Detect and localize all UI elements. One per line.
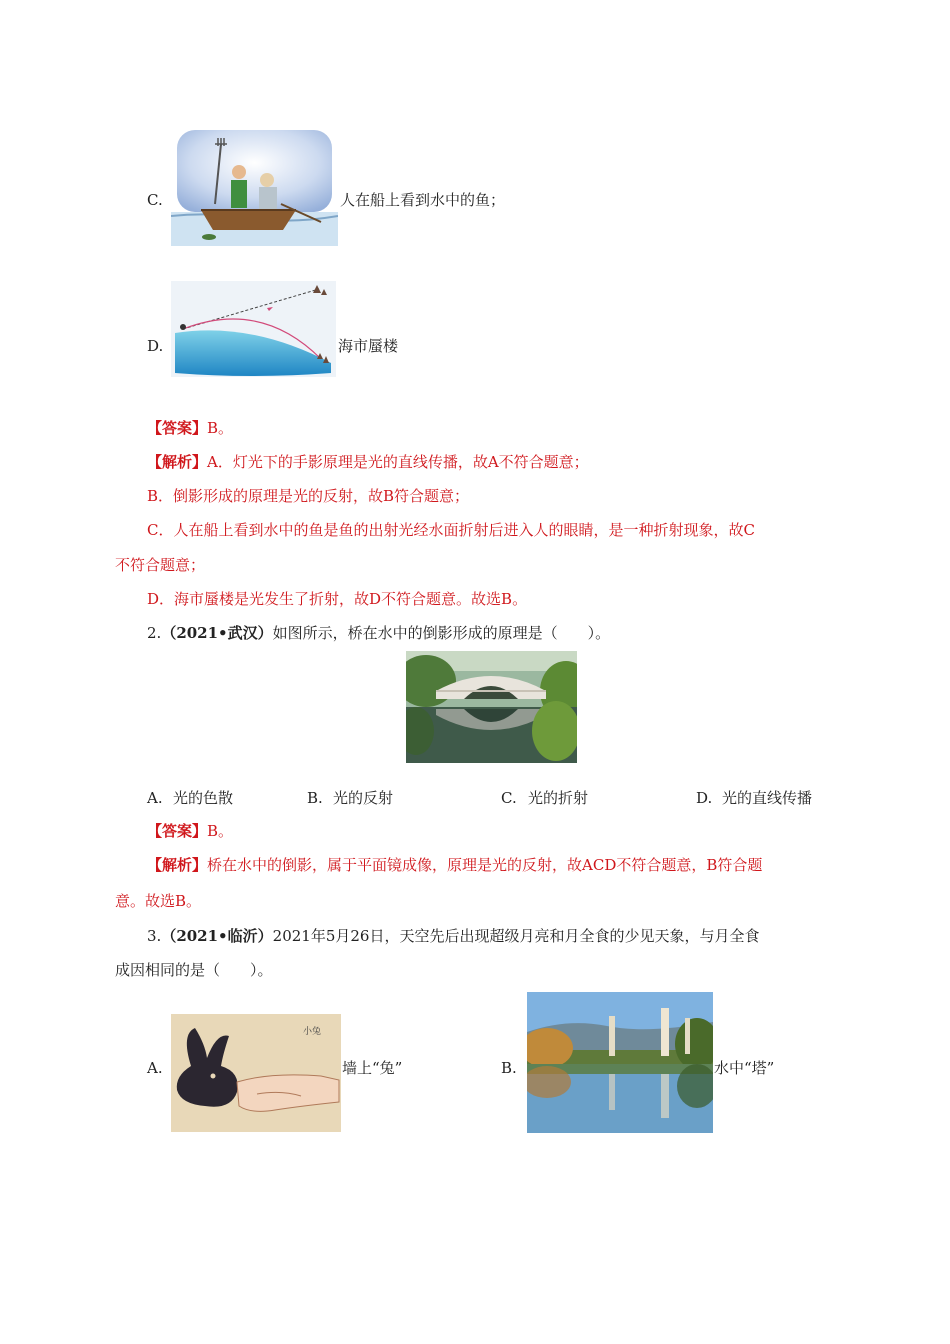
- q2-option-c-letter: C.: [501, 789, 517, 807]
- q2-option-a-letter: A.: [147, 789, 163, 807]
- q1-answer: [147, 418, 233, 438]
- q3-option-a-letter: A.: [147, 1059, 163, 1077]
- q2-option-b-letter: B.: [307, 789, 323, 807]
- q3-number: 3.: [147, 927, 162, 945]
- answer-text: B。: [207, 822, 234, 840]
- q2-analysis-line2: 意。故选B。: [115, 892, 202, 910]
- q2-option-b-text: 光的反射: [333, 789, 394, 807]
- answer-text: B。: [207, 419, 234, 437]
- q3-stem-line2: 成因相同的是（ ）。: [115, 961, 273, 979]
- answer-label: 【答案】: [147, 419, 208, 437]
- q1-analysis-line4: 不符合题意；: [115, 556, 206, 574]
- answer-label: 【答案】: [147, 822, 208, 840]
- bridge-reflection-photo: [406, 651, 577, 763]
- q1-analysis-line3: C．人在船上看到水中的鱼是鱼的出射光经水面折射后进入人的眼睛，是一种折射现象，故C: [147, 521, 755, 539]
- q1-analysis-line1: [147, 452, 589, 472]
- hand-shadow-rabbit-illustration: [171, 1014, 341, 1132]
- analysis-label: 【解析】: [147, 856, 208, 874]
- option-d-text: 海市蜃楼: [338, 337, 399, 355]
- q3-stem-line1: [147, 926, 759, 946]
- q3-option-a-text: 墙上“兔”: [342, 1059, 403, 1077]
- mirage-diagram: [171, 281, 336, 377]
- q2-option-d-letter: D.: [696, 789, 713, 807]
- q3-stem-text: 2021年5月26日，天空先后出现超级月亮和月全食的少见天象，与月全食: [272, 927, 760, 945]
- q1-analysis-line2: B．倒影形成的原理是光的反射，故B符合题意；: [147, 487, 470, 505]
- q2-option-c-text: 光的折射: [528, 789, 589, 807]
- q2-source: （2021•武汉）: [161, 624, 273, 642]
- q1-analysis-line5: D．海市蜃楼是光发生了折射，故D不符合题意。故选B。: [147, 590, 528, 608]
- q2-stem: [147, 623, 610, 643]
- boat-fishing-illustration: [171, 124, 338, 246]
- q3-source: （2021•临沂）: [161, 927, 273, 945]
- analysis-label: 【解析】: [147, 453, 208, 471]
- analysis-text: A．灯光下的手影原理是光的直线传播，故A不符合题意；: [207, 453, 589, 471]
- image-caption-text: 小兔: [303, 1027, 322, 1037]
- q3-option-b-letter: B.: [501, 1059, 517, 1077]
- option-d-letter: D.: [147, 337, 164, 355]
- q2-option-a-text: 光的色散: [173, 789, 234, 807]
- pagoda-reflection-photo: [527, 992, 713, 1133]
- q2-option-d-text: 光的直线传播: [722, 789, 813, 807]
- q2-number: 2.: [147, 624, 162, 642]
- q3-option-b-text: 水中“塔”: [714, 1059, 775, 1077]
- q2-answer: [147, 821, 233, 841]
- q2-analysis-line1: [147, 855, 762, 875]
- option-c-text: 人在船上看到水中的鱼；: [340, 191, 506, 209]
- option-c-letter: C.: [147, 191, 163, 209]
- analysis-text: 桥在水中的倒影，属于平面镜成像，原理是光的反射，故ACD不符合题意，B符合题: [207, 856, 763, 874]
- q2-stem-text: 如图所示，桥在水中的倒影形成的原理是（ ）。: [272, 624, 611, 642]
